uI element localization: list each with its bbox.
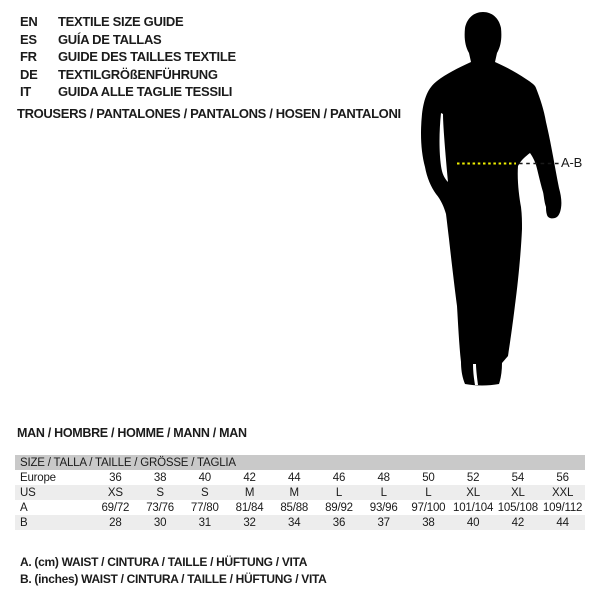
language-row	[20, 31, 236, 49]
language-row	[20, 13, 236, 31]
size-cell: 69/72	[101, 501, 130, 514]
measure-label: A-B	[561, 155, 583, 170]
size-table-header: SIZE / TALLA / TAILLE / GRÖSSE / TAGLIA	[15, 455, 585, 470]
language-list	[20, 13, 236, 101]
language-row	[20, 83, 236, 101]
size-cell: 44	[288, 471, 301, 484]
table-row	[15, 485, 585, 500]
size-cell: 109/112	[542, 501, 583, 514]
size-cell: 36	[109, 471, 122, 484]
size-cell: 34	[288, 516, 301, 529]
size-cell: 31	[198, 516, 211, 529]
size-cell: 105/108	[497, 501, 538, 514]
size-cell: 37	[377, 516, 390, 529]
guide-title: GUIDE DES TAILLES TEXTILE	[58, 49, 236, 64]
size-cell: 30	[153, 516, 167, 529]
size-cell: 93/96	[369, 501, 398, 514]
language-code: DE	[20, 66, 38, 82]
size-cell: L	[425, 486, 432, 499]
row-label: US	[20, 486, 36, 499]
size-cell: L	[380, 486, 387, 499]
size-cell: L	[335, 486, 343, 499]
size-cell: 40	[466, 516, 480, 529]
size-cell: XS	[107, 486, 123, 499]
size-cell: M	[289, 486, 299, 499]
footnotes	[20, 554, 327, 588]
language-code: ES	[20, 31, 37, 47]
man-silhouette	[380, 0, 600, 420]
size-cell: 38	[422, 516, 435, 529]
size-cell: 44	[556, 516, 569, 529]
size-cell: 73/76	[146, 501, 174, 514]
language-code: EN	[20, 14, 38, 29]
table-row	[15, 515, 585, 530]
table-row	[15, 500, 585, 515]
language-code: IT	[20, 84, 31, 99]
size-cell: 32	[243, 516, 256, 529]
footnote-a: A. (cm) WAIST / CINTURA / TAILLE / HÜFTUNG / VITA	[20, 555, 308, 569]
size-cell: 48	[377, 471, 390, 484]
guide-title: GUÍA DE TALLAS	[58, 31, 162, 47]
size-cell: 50	[422, 471, 435, 484]
language-row	[20, 66, 236, 84]
man-silhouette-body	[421, 12, 561, 386]
size-cell: 89/92	[325, 501, 353, 514]
guide-title: GUIDA ALLE TAGLIE TESSILI	[58, 84, 233, 99]
size-cell: 28	[109, 516, 122, 529]
row-label: Europe	[20, 471, 56, 484]
size-cell: 56	[556, 471, 569, 484]
size-cell: S	[156, 486, 164, 499]
guide-title: TEXTILE SIZE GUIDE	[58, 14, 184, 29]
size-cell: 54	[511, 471, 525, 484]
size-cell: 81/84	[235, 501, 264, 514]
size-cell: 77/80	[190, 501, 219, 514]
size-cell: 40	[198, 471, 211, 484]
size-cell: XL	[510, 486, 525, 499]
size-cell: 101/104	[453, 501, 494, 514]
gender-section-title: MAN / HOMBRE / HOMME / MANN / MAN	[17, 426, 247, 440]
garment-type-title: TROUSERS / PANTALONES / PANTALONS / HOSEN / PANTALONI	[17, 106, 401, 121]
size-cell: 38	[153, 471, 167, 484]
size-cell: XXL	[552, 486, 574, 499]
size-cell: M	[244, 486, 255, 499]
size-table-body	[15, 470, 585, 530]
language-code: FR	[20, 49, 37, 64]
size-table	[15, 455, 585, 530]
guide-title: TEXTILGRÖßENFÜHRUNG	[58, 66, 218, 82]
size-cell: 97/100	[411, 501, 446, 514]
size-cell: 52	[466, 471, 480, 484]
size-cell: 85/88	[280, 501, 309, 514]
size-cell: 46	[332, 471, 346, 484]
size-cell: XL	[466, 486, 480, 499]
row-label: B	[20, 516, 28, 529]
footnote-b: B. (inches) WAIST / CINTURA / TAILLE / HÜFTUNG / VITA	[20, 572, 327, 586]
size-cell: 36	[332, 516, 346, 529]
size-cell: 42	[511, 516, 525, 529]
size-table-header-row	[15, 455, 585, 470]
size-cell: S	[201, 486, 209, 499]
size-cell: 42	[243, 471, 256, 484]
table-row	[15, 470, 585, 485]
row-label: A	[20, 501, 28, 514]
language-row	[20, 48, 236, 66]
